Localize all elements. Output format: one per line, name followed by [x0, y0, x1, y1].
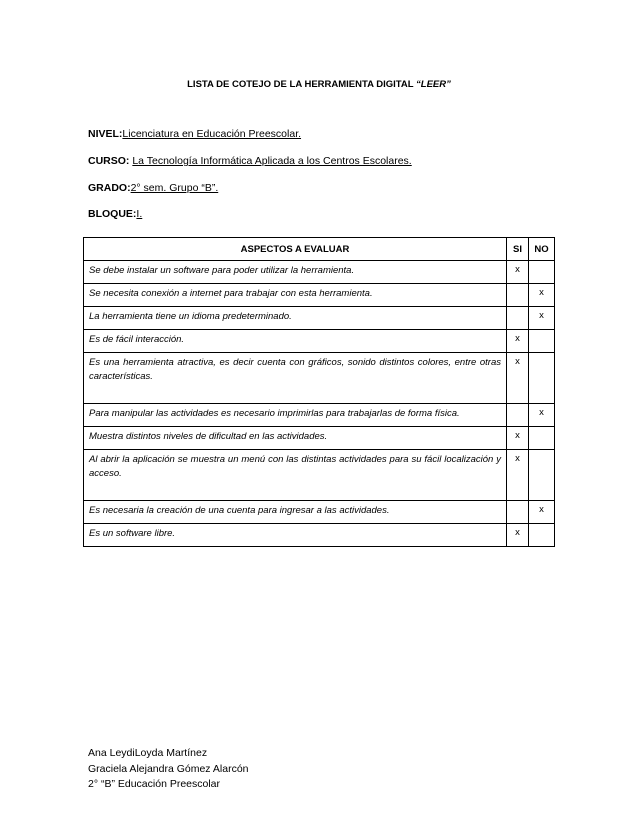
meta-nivel: [88, 128, 301, 140]
checklist-table: [83, 237, 555, 547]
meta-grado: [88, 182, 218, 194]
no-cell: x: [529, 501, 555, 524]
header-no: NO: [529, 238, 555, 261]
aspect-cell: Para manipular las actividades es necesario imprimirlas para trabajarlas de forma física.: [84, 404, 507, 427]
authors-block: [88, 746, 249, 793]
header-si: SI: [507, 238, 529, 261]
aspect-cell: Se debe instalar un software para poder utilizar la herramienta.: [84, 261, 507, 284]
aspect-cell: La herramienta tiene un idioma predeterminado.: [84, 307, 507, 330]
aspect-cell: Es de fácil interacción.: [84, 330, 507, 353]
table-row: [84, 284, 555, 307]
si-cell: x: [507, 450, 529, 501]
document-title: [0, 79, 638, 90]
table-row: [84, 427, 555, 450]
si-cell: [507, 307, 529, 330]
si-cell: [507, 284, 529, 307]
si-cell: x: [507, 261, 529, 284]
si-cell: x: [507, 427, 529, 450]
si-cell: x: [507, 353, 529, 404]
si-cell: [507, 404, 529, 427]
aspect-cell: Es necesaria la creación de una cuenta para ingresar a las actividades.: [84, 501, 507, 524]
table-row: [84, 307, 555, 330]
table-row: [84, 330, 555, 353]
aspect-cell: Muestra distintos niveles de dificultad en las actividades.: [84, 427, 507, 450]
meta-grado-value: 2° sem. Grupo “B”.: [130, 182, 219, 194]
table-row: [84, 261, 555, 284]
no-cell: x: [529, 284, 555, 307]
no-cell: x: [529, 404, 555, 427]
title-tool-name: “LEER”: [416, 79, 451, 90]
meta-nivel-label: NIVEL:: [88, 128, 123, 140]
author-line: Ana LeydiLoyda Martínez: [88, 747, 208, 759]
no-cell: [529, 330, 555, 353]
header-aspects: ASPECTOS A EVALUAR: [84, 238, 507, 261]
si-cell: x: [507, 524, 529, 547]
meta-curso-value: La Tecnología Informática Aplicada a los Centros Escolares.: [132, 155, 412, 167]
title-prefix: LISTA DE COTEJO DE LA HERRAMIENTA DIGITAL: [187, 79, 417, 90]
aspect-cell: Es una herramienta atractiva, es decir cuenta con gráficos, sonido distintos colores, entre otras características.: [84, 353, 507, 404]
table-row: [84, 450, 555, 501]
aspect-cell: Se necesita conexión a internet para trabajar con esta herramienta.: [84, 284, 507, 307]
meta-curso-label: CURSO:: [88, 155, 130, 167]
table-row: [84, 404, 555, 427]
table-row: [84, 353, 555, 404]
aspect-cell: Al abrir la aplicación se muestra un menú con las distintas actividades para su fácil localización y acceso.: [84, 450, 507, 501]
no-cell: [529, 261, 555, 284]
meta-nivel-value: Licenciatura en Educación Preescolar.: [122, 128, 302, 140]
author-line: 2° “B” Educación Preescolar: [88, 778, 221, 790]
meta-curso: [88, 155, 412, 167]
table-row: [84, 524, 555, 547]
author-line: Graciela Alejandra Gómez Alarcón: [88, 762, 249, 775]
no-cell: [529, 353, 555, 404]
si-cell: [507, 501, 529, 524]
no-cell: [529, 427, 555, 450]
no-cell: x: [529, 307, 555, 330]
table-row: [84, 501, 555, 524]
meta-bloque-value: I.: [136, 208, 143, 220]
aspect-cell: Es un software libre.: [84, 524, 507, 547]
meta-bloque-label: BLOQUE:: [88, 208, 137, 220]
si-cell: x: [507, 330, 529, 353]
table-header-row: [84, 238, 555, 261]
meta-bloque: [88, 208, 142, 220]
no-cell: [529, 524, 555, 547]
meta-grado-label: GRADO:: [88, 182, 131, 194]
no-cell: [529, 450, 555, 501]
